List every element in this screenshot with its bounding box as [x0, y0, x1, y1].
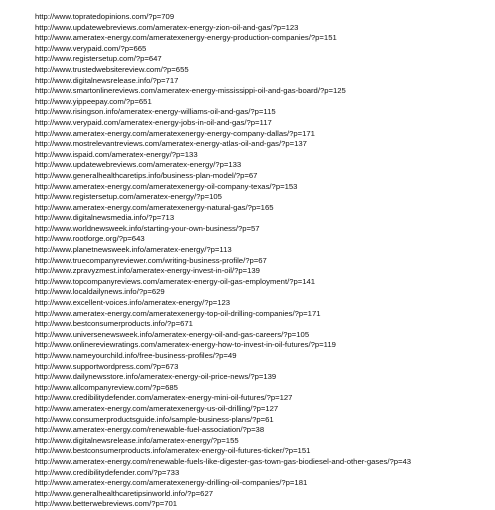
- url-line: http://www.bestconsumerproducts.info/?p=671: [35, 319, 193, 329]
- url-line: http://www.credibilitydefender.com/ameratex-energy-mini-oil-futures/?p=127: [35, 393, 293, 403]
- url-line: http://www.smartonlinereviews.com/ameratex-energy-mississippi-oil-and-gas-board/?p=125: [35, 86, 346, 96]
- url-line: http://www.yippeepay.com/?p=651: [35, 96, 152, 106]
- url-line: http://www.betterwebreviews.com/?p=701: [35, 499, 178, 509]
- url-line: http://www.ameratex-energy.com/ameratexenergy-top-oil-drilling-companies/?p=171: [35, 308, 321, 318]
- url-line: http://www.ameratex-energy.com/ameratexenergy-energy-company-dallas/?p=171: [35, 128, 315, 138]
- url-line: http://www.registersetup.com/?p=647: [35, 54, 162, 64]
- url-line: http://www.consumerproductsguide.info/sample-business-plans/?p=61: [35, 414, 274, 424]
- url-line: http://www.planetnewsweek.info/ameratex-energy/?p=113: [35, 245, 232, 255]
- url-line: http://www.zpravyzmest.info/ameratex-energy-invest-in-oil/?p=139: [35, 266, 260, 276]
- url-line: http://www.digitalnewsrelease.info/?p=717: [35, 75, 179, 85]
- url-line: http://www.universenewsweek.info/ameratex-energy-oil-and-gas-careers/?p=105: [35, 329, 310, 339]
- url-line: http://www.updatewebreviews.com/ameratex-energy-zion-oil-and-gas/?p=123: [35, 22, 299, 32]
- url-line: http://www.dailynewsstore.info/ameratex-energy-oil-price-news/?p=139: [35, 372, 277, 382]
- url-line: http://www.onlinereviewratings.com/ameratex-energy-how-to-invest-in-oil-futures/?p=119: [35, 340, 336, 350]
- url-line: http://www.generalhealthcaretipsinworld.info/?p=627: [35, 488, 213, 498]
- url-line: http://www.localdailynews.info/?p=629: [35, 287, 165, 297]
- url-line: http://www.excellent-voices.info/ameratex-energy/?p=123: [35, 298, 231, 308]
- url-line: http://www.ameratex-energy.com/ameratexenergy-oil-company-texas/?p=153: [35, 181, 298, 191]
- url-line: http://www.mostrelevantreviews.com/ameratex-energy-atlas-oil-and-gas/?p=137: [35, 139, 307, 149]
- url-line: http://www.bestconsumerproducts.info/ameratex-energy-oil-futures-ticker/?p=151: [35, 446, 311, 456]
- url-line: http://www.rootforge.org/?p=643: [35, 234, 145, 244]
- url-line: http://www.ameratex-energy.com/renewable-fuel-association/?p=38: [35, 425, 265, 435]
- url-line: http://www.ameratex-energy.com/ameratexenergy-energy-production-companies/?p=151: [35, 33, 337, 43]
- url-line: http://www.digitalnewsmedia.info/?p=713: [35, 213, 175, 223]
- url-line: http://www.topcompanyreviews.com/ameratex-energy-oil-gas-employment/?p=141: [35, 276, 316, 286]
- url-line: http://www.risingson.info/ameratex-energy-williams-oil-and-gas/?p=115: [35, 107, 276, 117]
- url-line: http://www.ameratex-energy.com/renewable-fuels-like-digester-gas-town-gas-biodiesel-and-other-gases/?p=43: [35, 456, 412, 466]
- url-line: http://www.registersetup.com/ameratex-energy/?p=105: [35, 192, 222, 202]
- url-line: http://www.trustedwebsitereview.com/?p=655: [35, 64, 189, 74]
- url-line: http://www.ameratex-energy.com/ameratexenergy-us-oil-drilling/?p=127: [35, 403, 279, 413]
- url-list: [35, 12, 411, 510]
- url-line: http://www.verypaid.com/ameratex-energy-jobs-in-oil-and-gas/?p=117: [35, 117, 272, 127]
- url-line: http://www.allcompanyreview.com/?p=685: [35, 382, 178, 392]
- url-line: http://www.ispaid.com/ameratex-energy/?p=133: [35, 149, 198, 159]
- url-line: http://www.nameyourchild.info/free-business-profiles/?p=49: [35, 351, 237, 360]
- url-line: http://www.generalhealthcaretips.info/business-plan-model/?p=67: [35, 170, 258, 180]
- url-line: http://www.supportwordpress.com/?p=673: [35, 361, 179, 371]
- url-line: http://www.ameratex-energy.com/ameratexenergy-drilling-oil-companies/?p=181: [35, 478, 308, 488]
- url-line: http://www.worldnewsweek.info/starting-your-own-business/?p=57: [35, 223, 260, 233]
- url-line: http://www.truecompanyreviewer.com/writing-business-profile/?p=67: [35, 255, 267, 265]
- url-line: http://www.verypaid.com/?p=665: [35, 43, 147, 53]
- url-line: http://www.digitalnewsrelease.info/ameratex-energy/?p=155: [35, 435, 239, 445]
- url-line: http://www.topratedopinions.com/?p=709: [35, 12, 175, 21]
- url-line: http://www.credibilitydefender.com/?p=733: [35, 467, 180, 477]
- url-line: http://www.ameratex-energy.com/ameratexenergy-natural-gas/?p=165: [35, 202, 274, 212]
- url-line: http://www.updatewebreviews.com/ameratex-energy/?p=133: [35, 160, 242, 170]
